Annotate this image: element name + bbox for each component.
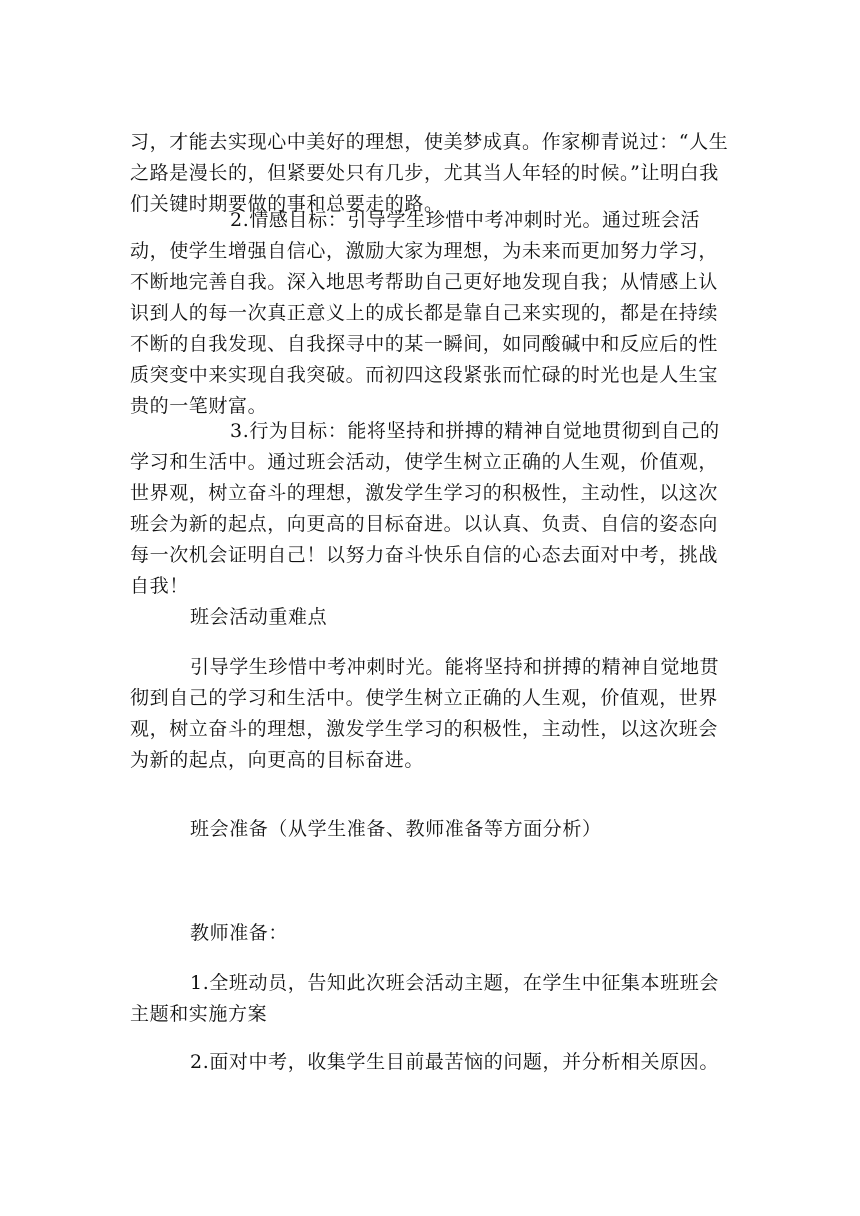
- behavior-goal-paragraph: 3.行为目标：能将坚持和拼搏的精神自觉地贯彻到自己的学习和生活中。通过班会活动，使学生树立正确的人生观，价值观，世界观，树立奋斗的理想，激发学生学习的积极性，主动性，以这次班会为新的起点，向更高的目标奋进。以认真、负责、自信的姿态向每一次机会证明自己！以努力奋斗快乐自信的心态去面对中考，挑战自我！: [130, 420, 720, 597]
- teacher-prep-item-1: 1.全班动员，告知此次班会活动主题，在学生中征集本班班会主题和实施方案: [130, 972, 719, 1025]
- key-points-paragraph: 引导学生珍惜中考冲刺时光。能将坚持和拼搏的精神自觉地贯彻到自己的学习和生活中。使学生树立正确的人生观，价值观，世界观，树立奋斗的理想，激发学生学习的积极性，主动性，以这次班会为新的起点，向更高的目标奋进。: [130, 656, 720, 771]
- teacher-prep-heading: 教师准备：: [190, 922, 289, 944]
- key-points-heading: 班会活动重难点: [190, 606, 328, 628]
- preparation-heading: 班会准备（从学生准备、教师准备等方面分析）: [190, 818, 602, 840]
- emotion-goal-paragraph: 2.情感目标：引导学生珍惜中考冲刺时光。通过班会活动，使学生增强自信心，激励大家为理想，为未来而更加努力学习，不断地完善自我。深入地思考帮助自己更好地发现自我；从情感上认识到人的每一次真正意义上的成长都是靠自己来实现的，都是在持续不断的自我发现、自我探寻中的某一瞬间，如同酸碱中和反应后的性质突变中来实现自我突破。而初四这段紧张而忙碌的时光也是人生宝贵的一笔财富。: [130, 209, 719, 417]
- intro-continuation-paragraph: 习，才能去实现心中美好的理想，使美梦成真。作家柳青说过：“人生之路是漫长的，但紧要处只有几步，尤其当人年轻的时候。”让明白我们关键时期要做的事和总要走的路。: [130, 131, 729, 215]
- teacher-prep-item-2: 2.面对中考，收集学生目前最苦恼的问题，并分析相关原因。: [190, 1051, 719, 1073]
